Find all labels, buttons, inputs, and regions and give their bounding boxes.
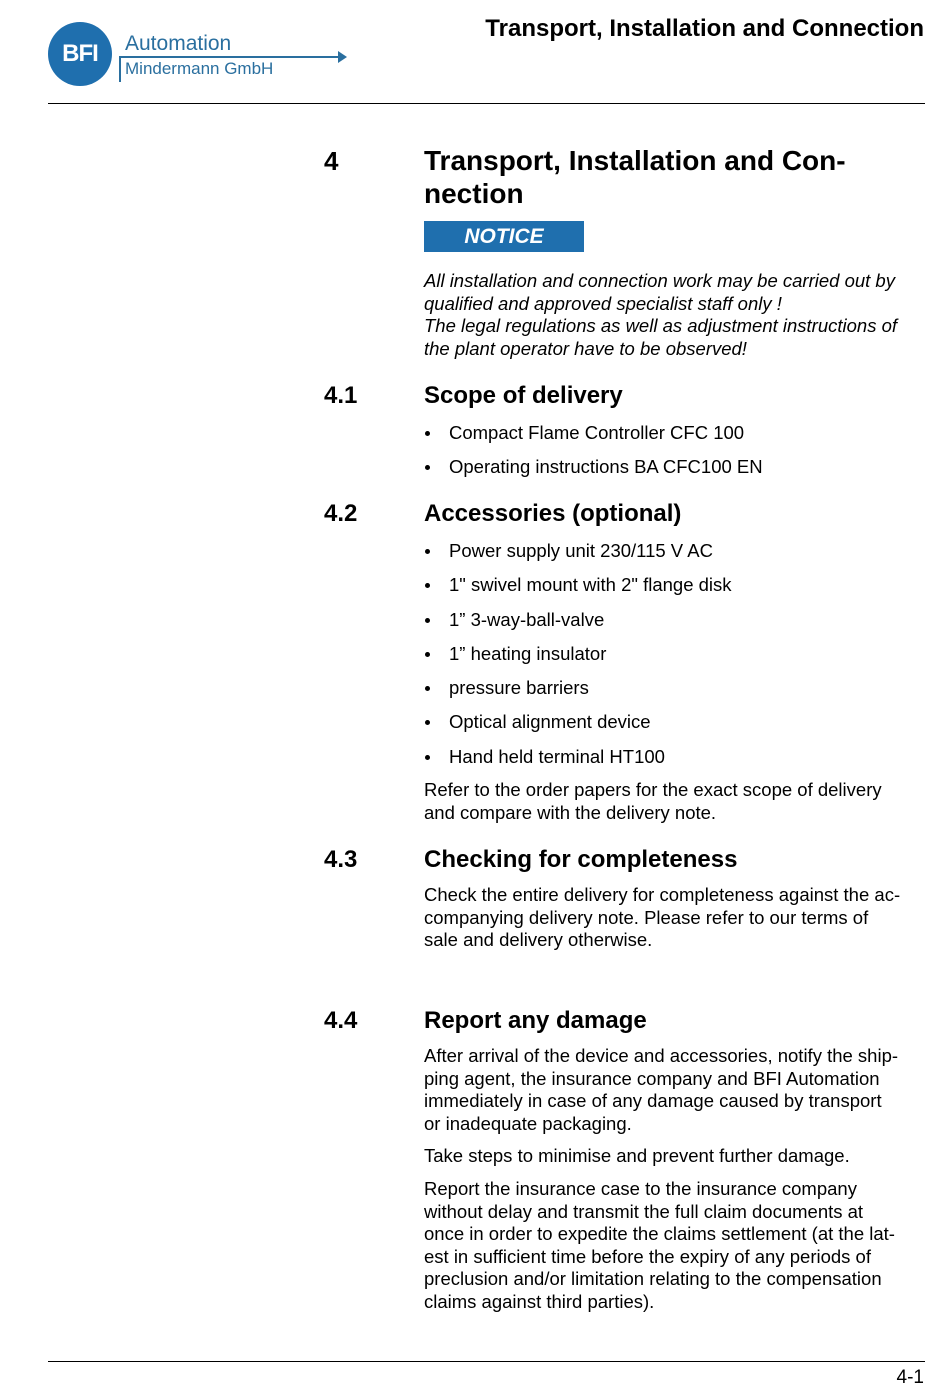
section-number: 4.1 [324, 382, 358, 409]
section-title-damage: Report any damage [424, 1007, 647, 1034]
damage-paragraph-1 [424, 1045, 929, 1135]
logo-mark: BFI [48, 22, 112, 86]
page-number: 4-1 [896, 1367, 924, 1388]
paragraph-line: and compare with the delivery note. [424, 801, 717, 823]
list-item: 1” heating insulator [424, 643, 929, 677]
section-title-completeness: Checking for completeness [424, 846, 738, 873]
paragraph-line: companying delivery note. Please refer to our terms of [424, 906, 869, 928]
chapter-title [424, 144, 904, 210]
paragraph-line: or inadequate packaging. [424, 1112, 632, 1134]
paragraph-line: After arrival of the device and accessories, notify the ship- [424, 1045, 899, 1066]
paragraph-line: ping agent, the insurance company and BFI Automation [424, 1067, 880, 1089]
paragraph-line: without delay and transmit the full claim documents at [424, 1200, 864, 1222]
scope-list [424, 422, 929, 491]
accessories-list [424, 540, 929, 780]
section-title-accessories: Accessories (optional) [424, 500, 682, 527]
logo-text-company: Mindermann GmbH [125, 59, 274, 78]
chapter-number: 4 [324, 146, 339, 176]
paragraph-line: claims against third parties). [424, 1290, 655, 1312]
list-item: Compact Flame Controller CFC 100 [424, 422, 929, 456]
logo-text-automation: Automation [125, 32, 232, 55]
list-item: 1” 3-way-ball-valve [424, 609, 929, 643]
notice-text-line: The legal regulations as well as adjustment instructions of [424, 315, 898, 336]
paragraph-line: sale and delivery otherwise. [424, 929, 653, 950]
list-item: Power supply unit 230/115 V AC [424, 540, 929, 574]
accessories-note [424, 779, 929, 824]
paragraph-line: immediately in case of any damage caused by transport [424, 1090, 882, 1111]
running-header-title: Transport, Installation and Connection [485, 15, 924, 42]
paragraph-line: est in sufficient time before the expiry of any periods of [424, 1245, 871, 1267]
logo-bracket [119, 56, 121, 82]
paragraph-line: once in order to expedite the claims settlement (at the lat- [424, 1223, 895, 1244]
paragraph-line: Refer to the order papers for the exact scope of delivery [424, 779, 882, 800]
chapter-title-line: nection [424, 178, 524, 209]
list-item: Optical alignment device [424, 711, 929, 745]
completeness-text [424, 884, 929, 952]
section-number: 4.4 [324, 1007, 358, 1034]
logo-arrow-icon [338, 51, 347, 63]
paragraph-line: Check the entire delivery for completeness against the ac- [424, 884, 901, 905]
notice-text-line: the plant operator have to be observed! [424, 337, 747, 359]
section-number: 4.2 [324, 500, 358, 527]
list-item: Operating instructions BA CFC100 EN [424, 456, 929, 490]
list-item: Hand held terminal HT100 [424, 746, 929, 780]
section-title-scope: Scope of delivery [424, 382, 623, 409]
notice-label: NOTICE [424, 221, 584, 252]
paragraph-line: Report the insurance case to the insurance company [424, 1178, 857, 1199]
logo-rule [119, 56, 341, 58]
chapter-title-line: Transport, Installation and Con- [424, 145, 846, 176]
damage-paragraph-2: Take steps to minimise and prevent further damage. [424, 1145, 850, 1166]
header-divider [48, 103, 925, 104]
footer-divider [48, 1361, 925, 1362]
section-number: 4.3 [324, 846, 358, 873]
damage-paragraph-3 [424, 1178, 929, 1313]
list-item: pressure barriers [424, 677, 929, 711]
list-item: 1" swivel mount with 2" flange disk [424, 574, 929, 608]
notice-text-line: qualified and approved specialist staff only ! [424, 292, 782, 314]
paragraph-line: preclusion and/or limitation relating to the compensation [424, 1268, 882, 1289]
company-logo [48, 22, 300, 86]
notice-text [424, 270, 929, 360]
notice-text-line: All installation and connection work may be carried out by [424, 270, 895, 291]
